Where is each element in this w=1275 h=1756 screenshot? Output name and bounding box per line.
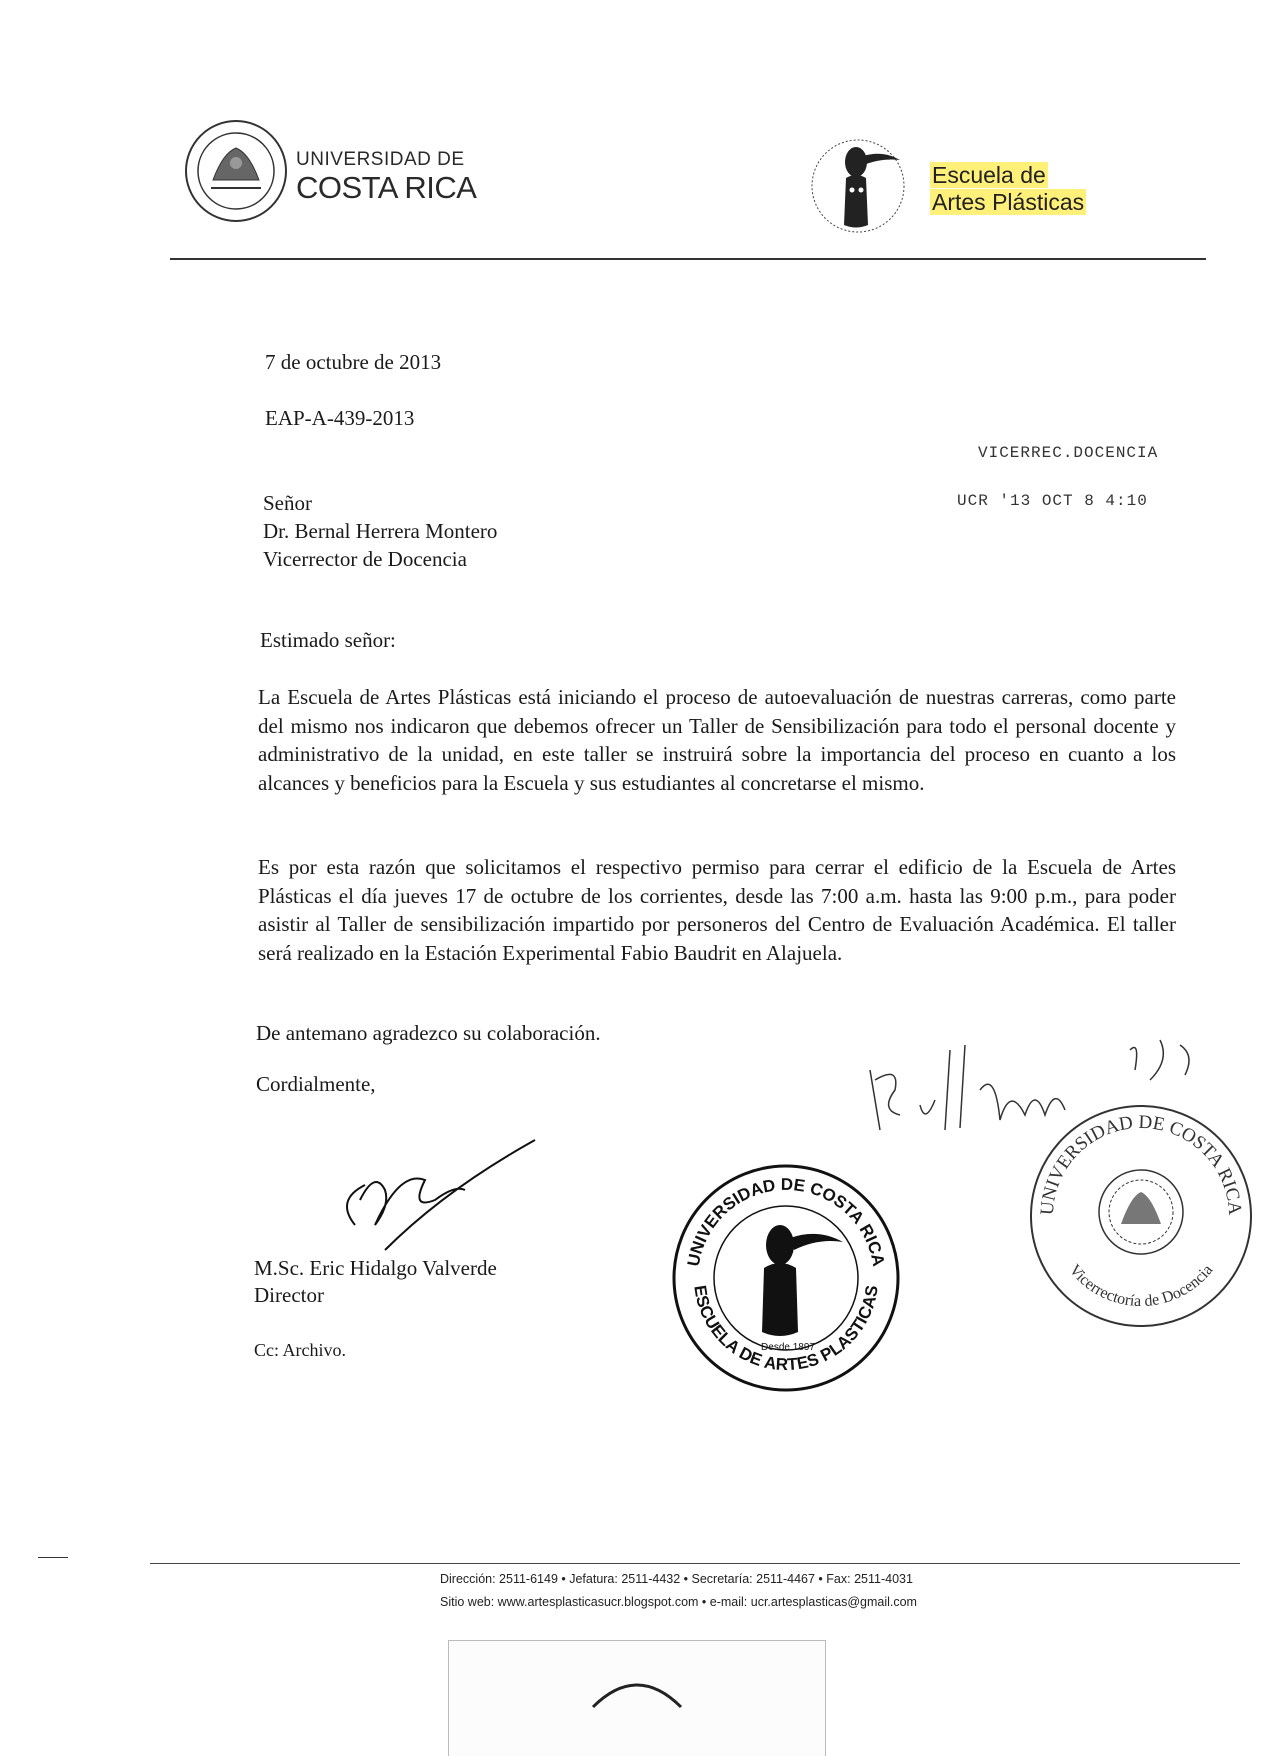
header-divider [170,258,1206,260]
recipient-position: Vicerrector de Docencia [263,547,467,571]
margin-mark [38,1557,68,1558]
ucr-seal-logo [183,118,289,224]
school-stamp-top-text: UNIVERSIDAD DE COSTA RICA [683,1174,889,1268]
letter-date: 7 de octubre de 2013 [265,350,442,374]
recipient-salutation: Señor [263,491,312,515]
vicerrectoria-stamp-top-text: UNIVERSIDAD DE COSTA RICA [1036,1111,1246,1216]
school-name-line1: Escuela de [932,162,1046,188]
school-name [930,162,1086,216]
footer-divider [150,1563,1240,1564]
director-signature [315,1130,555,1270]
signer-name: M.Sc. Eric Hidalgo Valverde [254,1256,497,1280]
ucr-name [296,149,476,203]
cc-line: Cc: Archivo. [254,1340,346,1360]
vicerrectoria-stamp [1025,1100,1257,1332]
recipient-block [263,489,497,573]
ucr-name-line2: COSTA RICA [296,170,477,205]
footer-contact-web: Sitio web: www.artesplasticasucr.blogspot.com • e-mail: ucr.artesplasticas@gmail.com [440,1595,917,1609]
received-stamp-datetime: UCR '13 OCT 8 4:10 [957,492,1148,510]
signer-block [254,1255,497,1309]
greeting: Estimado señor: [260,628,396,652]
ucr-name-line1: UNIVERSIDAD DE [296,149,465,170]
signer-title: Director [254,1283,324,1307]
recipient-name: Dr. Bernal Herrera Montero [263,519,498,543]
folder-tab [448,1640,826,1756]
received-stamp-office: VICERREC.DOCENCIA [978,444,1159,462]
footer-contact-phones: Dirección: 2511-6149 • Jefatura: 2511-4432 • Secretaría: 2511-4467 • Fax: 2511-4031 [440,1572,913,1586]
folder-tab-cutout [589,1671,685,1711]
body-paragraph-2: Es por esta razón que solicitamos el respectivo permiso para cerrar el edificio de la Escuela de Artes Plásticas el día jueves 17 de octubre de los corrientes, desde las 7:00 a.m. hasta las 9:00 p.m., para poder asistir al Taller de sensibilización impartido por personeros del Centro de Evaluación Académica. El taller será realizado en la Estación Experimental Fabio Baudrit en Alajuela. [258,855,1176,965]
school-stamp-bottom-text: ESCUELA DE ARTES PLASTICAS [690,1284,882,1375]
letter-reference: EAP-A-439-2013 [265,406,415,430]
closing-line: Cordialmente, [256,1072,376,1096]
school-seal-logo [808,130,908,242]
vicerrectoria-stamp-bottom-text: Vicerrectoría de Docencia [1065,1261,1217,1311]
thanks-line: De antemano agradezco su colaboración. [256,1021,601,1045]
body-paragraph-1: La Escuela de Artes Plásticas está iniciando el proceso de autoevaluación de nuestras carreras, como parte del mismo nos indicaron que debemos ofrecer un Taller de Sensibilización para todo el personal docente y administrativo de la unidad, en este taller se instruirá sobre la importancia del proceso en cuanto a los alcances y beneficios para la Escuela y sus estudiantes al concretarse el mismo. [258,685,1176,795]
school-stamp [668,1160,904,1396]
school-stamp-since: Desde 1897 [761,1342,815,1353]
school-name-line2: Artes Plásticas [932,189,1085,215]
svg-text:Vicerrectoría de Docencia [1066,1262,1217,1311]
